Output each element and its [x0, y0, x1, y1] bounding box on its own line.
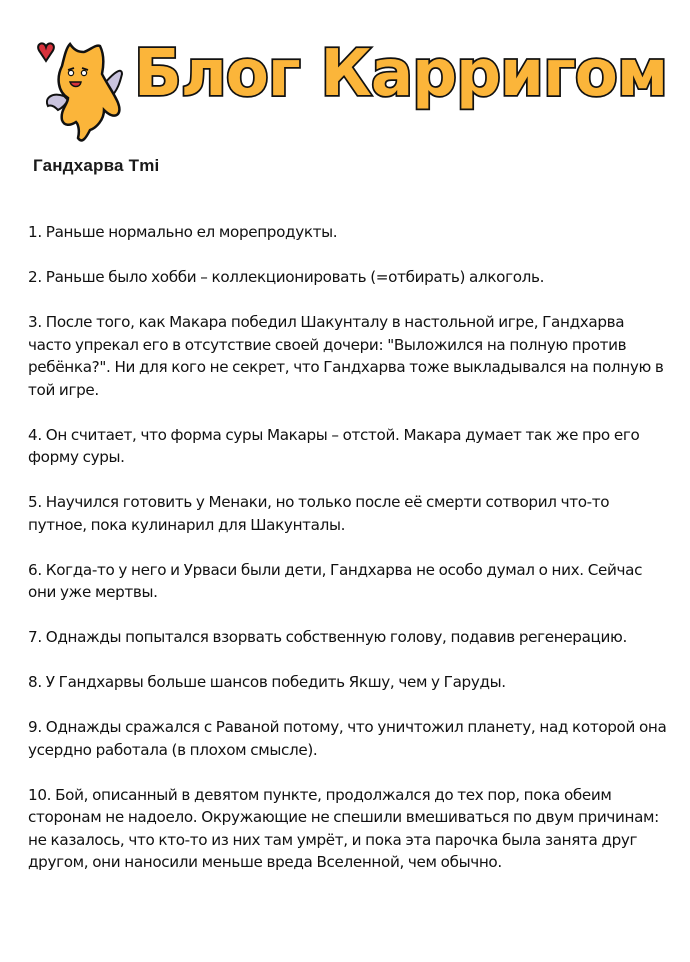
- fact-item-7: 7. Однажды попытался взорвать собственную голову, подавив регенерацию.: [28, 628, 627, 646]
- fact-item-3: 3. После того, как Макара победил Шакунталу в настольной игре, Гандхарва часто упрекал его в отсутствие своей дочери: "Выложился на полную против ребёнка?". Ни для кого не секрет, что Гандхарва тоже выкладывался на полную в той игре.: [28, 313, 664, 399]
- fact-item-6: 6. Когда-то у него и Урваси были дети, Гандхарва не особо думал о них. Сейчас они уже мертвы.: [28, 560, 643, 601]
- tmi-fact-list: [28, 221, 668, 896]
- heart-icon: [38, 43, 54, 61]
- post-subtitle: Гандхарва Tmi: [33, 156, 160, 175]
- fact-item-2: 2. Раньше было хобби – коллекционировать (=отбирать) алкоголь.: [28, 268, 545, 286]
- blog-header: [22, 30, 668, 145]
- fact-item-4: 4. Он считает, что форма суры Макары – отстой. Макара думает так же про его форму суры.: [28, 425, 640, 466]
- cat-body: [59, 44, 120, 140]
- fact-item-1: 1. Раньше нормально ел морепродукты.: [28, 223, 338, 241]
- fact-item-5: 5. Научился готовить у Менаки, но только после её смерти сотворил что-то путное, пока кулинарил для Шакунталы.: [28, 493, 610, 534]
- blog-logo-title: Блог Карригом: [134, 37, 668, 111]
- winged-cat-mascot-icon: [30, 34, 140, 144]
- fact-item-8: 8. У Гандхарвы больше шансов победить Якшу, чем у Гаруды.: [28, 673, 506, 691]
- fact-item-9: 9. Однажды сражался с Раваной потому, что уничтожил планету, над которой она усердно работала (в плохом смысле).: [28, 718, 667, 759]
- fact-item-10: 10. Бой, описанный в девятом пункте, продолжался до тех пор, пока обеим сторонам не надоело. Окружающие не спешили вмешиваться по двум причинам: не казалось, что кто-то из них там умрёт, и пока эта парочка была занята друг другом, они наносили меньше вреда Вселенной, чем обычно.: [28, 785, 659, 871]
